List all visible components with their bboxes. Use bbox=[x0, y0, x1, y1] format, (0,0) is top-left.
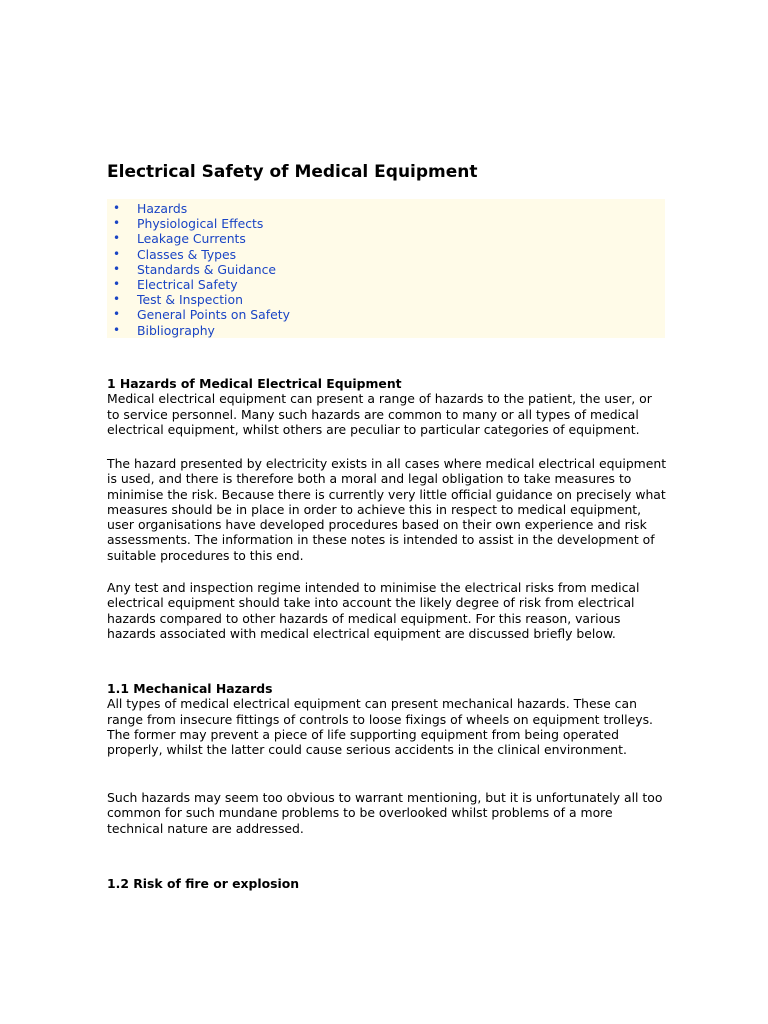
toc-link-electrical-safety[interactable]: Electrical Safety bbox=[137, 277, 238, 293]
toc-link-classes-types[interactable]: Classes & Types bbox=[137, 246, 237, 262]
toc-item-standards-guidance bbox=[107, 262, 665, 277]
section-heading: 1.1 Mechanical Hazards bbox=[107, 681, 273, 696]
toc-item-classes-types bbox=[107, 247, 665, 262]
toc-link-bibliography[interactable]: Bibliography bbox=[137, 322, 215, 338]
paragraph: All types of medical electrical equipment can present mechanical hazards. These can range from insecure fittings of controls to loose fixings of wheels on equipment trolleys. The former may prevent a piece of life supporting equipment from being operated properly, whilst the latter could cause serious accidents in the clinical environment. bbox=[107, 696, 653, 758]
paragraph: Such hazards may seem too obvious to warrant mentioning, but it is unfortunately all too common for such mundane problems to be overlooked whilst problems of a more technical nature are addressed. bbox=[107, 790, 663, 836]
table-of-contents bbox=[107, 199, 665, 338]
bullet-icon: • bbox=[113, 307, 121, 322]
bullet-icon: • bbox=[113, 292, 121, 307]
toc-item-hazards bbox=[107, 201, 665, 216]
toc-item-test-inspection bbox=[107, 292, 665, 307]
toc-link-physiological-effects[interactable]: Physiological Effects bbox=[137, 216, 264, 232]
bullet-icon: • bbox=[113, 201, 121, 215]
toc-link-leakage-currents[interactable]: Leakage Currents bbox=[137, 231, 246, 247]
section-1-2 bbox=[107, 876, 667, 891]
bullet-icon: • bbox=[113, 322, 121, 337]
section-1 bbox=[107, 376, 667, 437]
toc-item-bibliography bbox=[107, 323, 665, 338]
toc-link-test-inspection[interactable]: Test & Inspection bbox=[137, 292, 243, 308]
bullet-icon: • bbox=[113, 216, 121, 231]
page-title: Electrical Safety of Medical Equipment bbox=[107, 162, 478, 182]
toc-link-general-points[interactable]: General Points on Safety bbox=[137, 307, 290, 323]
paragraph: The hazard presented by electricity exists in all cases where medical electrical equipment is used, and there is therefore both a moral and legal obligation to take measures to minimise the risk. Because there is currently very little official guidance on precisely what measures should be in place in order to achieve this in respect to medical equipment, user organisations have developed procedures based on their own experience and risk assessments. The information in these notes is intended to assist in the development of suitable procedures to this end. bbox=[107, 456, 667, 563]
toc-link-hazards[interactable]: Hazards bbox=[137, 201, 188, 216]
toc-link-standards-guidance[interactable]: Standards & Guidance bbox=[137, 261, 277, 277]
toc-item-electrical-safety bbox=[107, 277, 665, 292]
section-heading: 1.2 Risk of fire or explosion bbox=[107, 876, 300, 891]
toc-item-leakage-currents bbox=[107, 231, 665, 246]
toc-item-general-points bbox=[107, 307, 665, 322]
bullet-icon: • bbox=[113, 277, 121, 292]
toc-item-physiological-effects bbox=[107, 216, 665, 231]
section-1-1 bbox=[107, 681, 667, 757]
section-heading: 1 Hazards of Medical Electrical Equipment bbox=[107, 376, 402, 391]
paragraph: Any test and inspection regime intended to minimise the electrical risks from medical electrical equipment should take into account the likely degree of risk from electrical hazards compared to other hazards of medical equipment. For this reason, various hazards associated with medical electrical equipment are discussed briefly below. bbox=[107, 580, 640, 641]
bullet-icon: • bbox=[113, 246, 121, 261]
paragraph: Medical electrical equipment can present a range of hazards to the patient, the user, or to service personnel. Many such hazards are common to many or all types of medical electrical equipment, whilst others are peculiar to particular categories of equipment. bbox=[107, 391, 652, 437]
bullet-icon: • bbox=[113, 261, 121, 276]
bullet-icon: • bbox=[113, 231, 121, 246]
